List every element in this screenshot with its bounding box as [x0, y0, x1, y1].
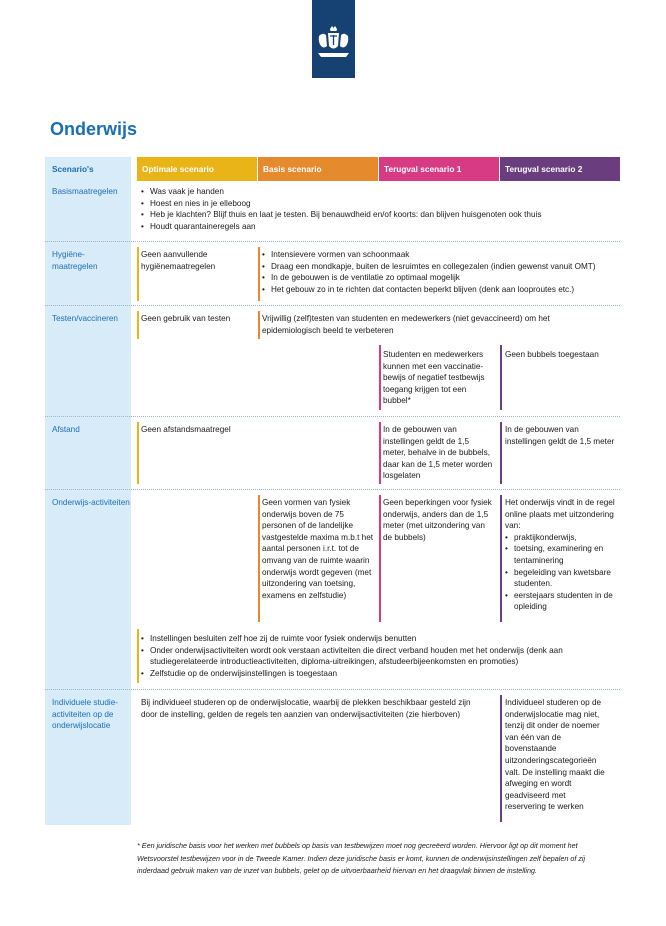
- basis-column-marker: [258, 495, 260, 622]
- individueel-terugval2-text: Individueel studeren op de onderwijslocatie mag niet, tenzij dit onder de noemer van één van de bovenstaande uitzonderingscategorieën valt. De instelling maakt die afweging en wordt geadviseerd met reservering te werken: [505, 698, 605, 812]
- activiteiten-general-list: [141, 633, 611, 679]
- activiteiten-terugval2-intro: Het onderwijs vindt in de regel online plaats met uitzondering van:: [505, 498, 615, 531]
- row-label-basismaatregelen: Basismaatregelen: [52, 187, 118, 196]
- testen-optimal-text: Geen gebruik van testen: [141, 314, 231, 323]
- list-item: • Draag een mondkapje, buiten de lesruimtes en collegezalen (indien gewenst vanuit OMT): [262, 261, 617, 273]
- row-divider: [45, 241, 620, 242]
- list-item: • eerstejaars studenten in de opleiding: [505, 590, 618, 613]
- afstand-terugval1-text: In de gebouwen van instellingen geldt de 1,5 meter, behalve in de bubbels, daar kan de 1,5 meter worden losgelaten: [383, 425, 493, 481]
- activiteiten-basis-text: Geen vormen van fysiek onderwijs boven de 75 personen of de landelijke vastgestelde maxima m.b.t het aantal personen i.r.t. tot de omvang van de ruimte waarin onderwijs wordt gegeven (met uitzondering van toetsing, examens en zelfstudie): [262, 498, 374, 600]
- list-item: • Heb je klachten? Blijf thuis en laat je testen. Bij benauwdheid en/of koorts: dan blijven huisgenoten ook thuis: [141, 209, 611, 221]
- optimal-column-marker: [137, 311, 139, 339]
- header-scenarios: Scenario's: [45, 157, 131, 181]
- list-item: • Onder onderwijsactiviteiten wordt ook verstaan activiteiten die direct verband houden met het onderwijs (denk aan studiegerelateerde introductieactiviteiten, diploma-uitreikingen, afstudeerbijeenkomsten en promoties): [141, 645, 611, 668]
- basismaatregelen-list: [141, 186, 611, 232]
- list-item: • Zelfstudie op de onderwijsinstellingen is toegestaan: [141, 668, 611, 680]
- terugval2-column-marker: [500, 695, 502, 822]
- terugval2-column-marker: [500, 495, 502, 622]
- afstand-optimal-text: Geen afstandsmaatregel: [141, 425, 231, 434]
- individueel-main-text: Bij individueel studeren op de onderwijslocatie, waarbij de plekken beschikbaar gesteld zijn door de instelling, gelden de regels ten aanzien van onderwijsactiviteiten (zie hierboven): [141, 698, 471, 719]
- testen-terugval2-text: Geen bubbels toegestaan: [505, 350, 599, 359]
- row-label-afstand: Afstand: [52, 425, 80, 434]
- list-item: • Houdt quarantaineregels aan: [141, 221, 611, 233]
- basis-column-marker: [258, 247, 260, 301]
- basis-column-marker: [258, 311, 260, 339]
- list-item: • begeleiding van kwetsbare studenten.: [505, 567, 618, 590]
- list-item: • Het gebouw zo in te richten dat contacten beperkt blijven (denk aan looproutes etc.): [262, 284, 617, 296]
- activiteiten-terugval2-block: [505, 497, 618, 613]
- list-item: • toetsing, examinering en tentaminering: [505, 543, 618, 566]
- header-terugval-scenario-1: Terugval scenario 1: [379, 157, 499, 181]
- optimal-column-marker: [137, 247, 139, 301]
- header-terugval-scenario-2: Terugval scenario 2: [500, 157, 620, 181]
- list-item: • Intensievere vormen van schoonmaak: [262, 249, 617, 261]
- terugval1-column-marker: [379, 495, 381, 622]
- page-title: Onderwijs: [50, 119, 138, 139]
- terugval2-column-marker: [500, 422, 502, 484]
- testen-terugval1-text: Studenten en medewerkers kunnen met een vaccinatie-bewijs of negatief testbewijs toegang krijgen tot een bubbel*: [383, 350, 485, 406]
- hygiene-optimal-text: Geen aanvullende hygiënemaatregelen: [141, 250, 216, 271]
- testen-basis-text: Vrijwillig (zelf)testen van studenten en medewerkers (niet gevaccineerd) om het epidemiologisch beeld te verbeteren: [262, 314, 550, 335]
- optimal-column-marker: [137, 629, 139, 683]
- row-label-hygiene: Hygiëne-maatregelen: [52, 250, 98, 271]
- list-item: • Was vaak je handen: [141, 186, 611, 198]
- row-label-individuele-studie: Individuele studie-activiteiten op de onderwijslocatie: [52, 698, 118, 730]
- header-optimal-scenario: Optimale scenario: [137, 157, 257, 181]
- row-divider: [45, 689, 620, 690]
- list-item: • Instellingen besluiten zelf hoe zij de ruimte voor fysiek onderwijs benutten: [141, 633, 611, 645]
- government-logo: [312, 0, 355, 78]
- row-label-testen: Testen/vaccineren: [52, 314, 118, 323]
- hygiene-measures-list: [262, 249, 617, 295]
- list-item: • Hoest en nies in je elleboog: [141, 198, 611, 210]
- row-divider: [45, 416, 620, 417]
- afstand-terugval2-text: In de gebouwen van instellingen geldt de 1,5 meter: [505, 425, 615, 446]
- activiteiten-terugval1-text: Geen beperkingen voor fysiek onderwijs, anders dan de 1,5 meter (met uitzondering van de bubbels): [383, 498, 492, 542]
- row-label-onderwijsactiviteiten: Onderwijs-activiteiten: [52, 498, 130, 507]
- terugval1-column-marker: [379, 345, 381, 410]
- list-item: • praktijkonderwijs,: [505, 532, 618, 544]
- footnote: * Een juridische basis voor het werken met bubbels op basis van testbewijzen moet nog gecreëerd worden. Hiervoor ligt op dit moment het Wetsvoorstel testbewijzen voor in de Tweede Kamer. Indien deze juridische basis er komt, kunnen de onderwijsinstellingen zelf bepalen of zij inderdaad gebruik maken van de inzet van bubbels, gelet op de uitvoerbaarheid hiervan en het draagvlak binnen de instelling.: [137, 841, 586, 875]
- terugval2-column-marker: [500, 345, 502, 410]
- row-divider: [45, 489, 620, 490]
- header-basis-scenario: Basis scenario: [258, 157, 378, 181]
- terugval1-column-marker: [379, 422, 381, 484]
- optimal-column-marker: [137, 422, 139, 484]
- list-item: • In de gebouwen is de ventilatie zo optimaal mogelijk: [262, 272, 617, 284]
- row-divider: [45, 305, 620, 306]
- coat-of-arms-icon: [315, 26, 352, 60]
